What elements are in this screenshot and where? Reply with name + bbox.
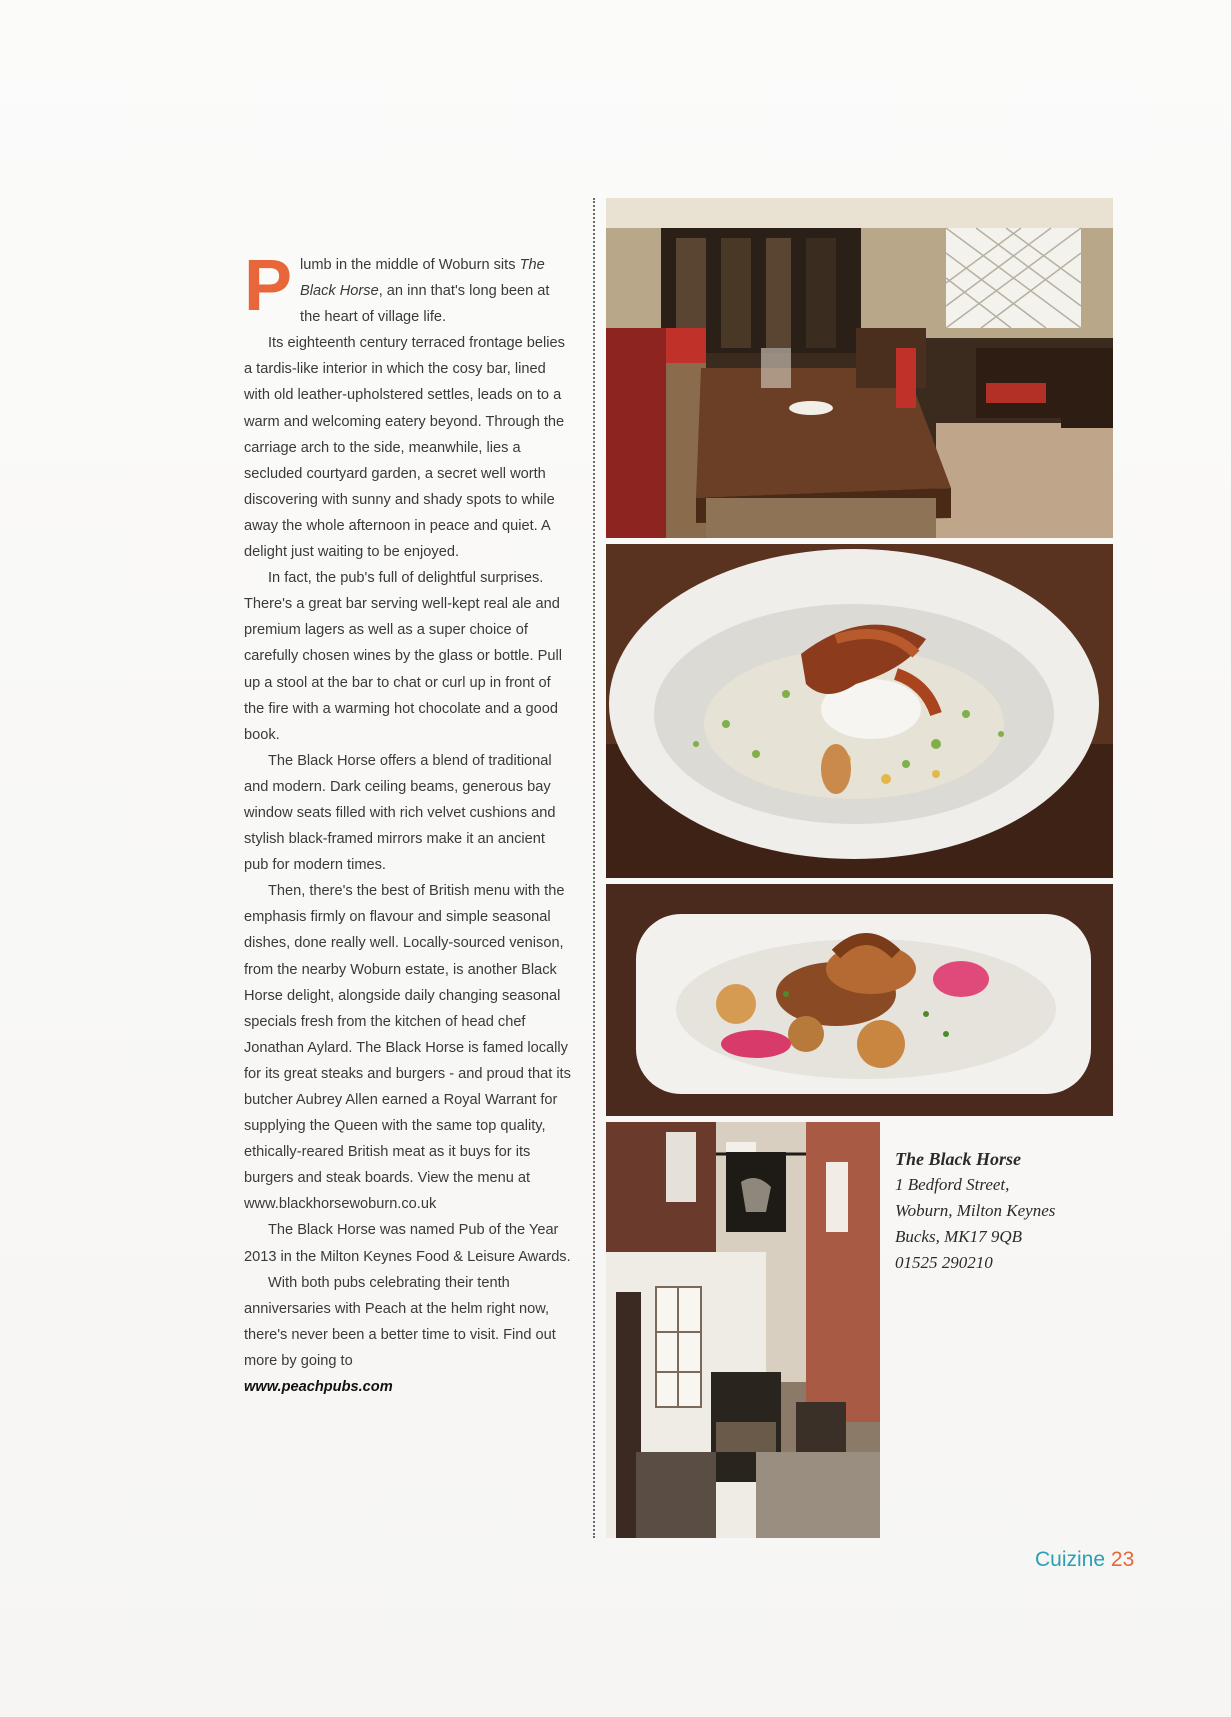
fish-dish-photo — [606, 544, 1113, 878]
pub-exterior-photo — [606, 1122, 880, 1538]
paragraph-2: Its eighteenth century terraced frontage belies a tardis-like interior in which the cosy bar, lined with old leather-upholstered settles, leads on to a warm and welcoming eatery beyond. Through the carriage arch to the side, meanwhile, lies a secluded courtyard garden, a secret well worth discovering with sunny and shady spots to while away the whole afternoon in peace and quiet. A delight just waiting to be enjoyed. — [244, 335, 565, 561]
address-line-1: 1 Bedford Street, — [895, 1175, 1010, 1194]
drop-cap: P — [244, 246, 293, 326]
paragraph-4: The Black Horse offers a blend of traditional and modern. Dark ceiling beams, generous bay window seats filled with rich velvet cushions and stylish black-framed mirrors make it an ancient pub for modern times. — [244, 752, 556, 874]
article-body — [244, 246, 572, 1400]
page-folio — [1035, 1548, 1134, 1572]
paragraph-1-text: lumb in the middle of Woburn sits — [300, 257, 520, 273]
address-line-2: Woburn, Milton Keynes — [895, 1201, 1056, 1220]
pork-dish-photo — [606, 884, 1113, 1116]
paragraph-7-text: With both pubs celebrating their tenth anniversaries with Peach at the helm right now, there's never been a better time to visit. Find out more by going to — [244, 1274, 556, 1369]
paragraph-3: In fact, the pub's full of delightful surprises. There's a great bar serving well-kept real ale and premium lagers as well as a super choice of carefully chosen wines by the glass or bottle. Pull up a stool at the bar to chat or curl up in front of the fire with a warming hot chocolate and a good book. — [244, 570, 562, 743]
venue-name: The Black Horse — [895, 1149, 1021, 1169]
website-link[interactable]: www.peachpubs.com — [244, 1379, 393, 1396]
pub-name-italic: The Black Horse — [300, 257, 545, 300]
paragraph-6: The Black Horse was named Pub of the Year 2013 in the Milton Keynes Food & Leisure Awards. — [244, 1222, 571, 1265]
page-number: 23 — [1110, 1548, 1135, 1571]
dining-room-photo — [606, 198, 1113, 538]
venue-address — [895, 1146, 1125, 1276]
paragraph-1-text-end: , an inn that's long been at the heart of village life. — [300, 283, 550, 326]
magazine-name: Cuizine — [1035, 1548, 1106, 1571]
address-line-3: Bucks, MK17 9QB — [895, 1227, 1023, 1246]
paragraph-1 — [244, 246, 572, 330]
paragraph-5: Then, there's the best of British menu with the emphasis firmly on flavour and simple seasonal dishes, done really well. Locally-sourced venison, from the nearby Woburn estate, is another Black Horse delight, alongside daily changing seasonal specials fresh from the kitchen of head chef Jonathan Aylard. The Black Horse is famed locally for its great steaks and burgers - and proud that its butcher Aubrey Allen earned a Royal Warrant for supplying the Queen with the same top quality, ethically-reared British meat as it buys for its burgers and steak boards. View the menu at www.blackhorsewoburn.co.uk — [244, 883, 571, 1213]
paragraph-7 — [244, 1270, 572, 1400]
dotted-column-divider — [593, 198, 595, 1538]
phone-number: 01525 290210 — [895, 1253, 993, 1272]
